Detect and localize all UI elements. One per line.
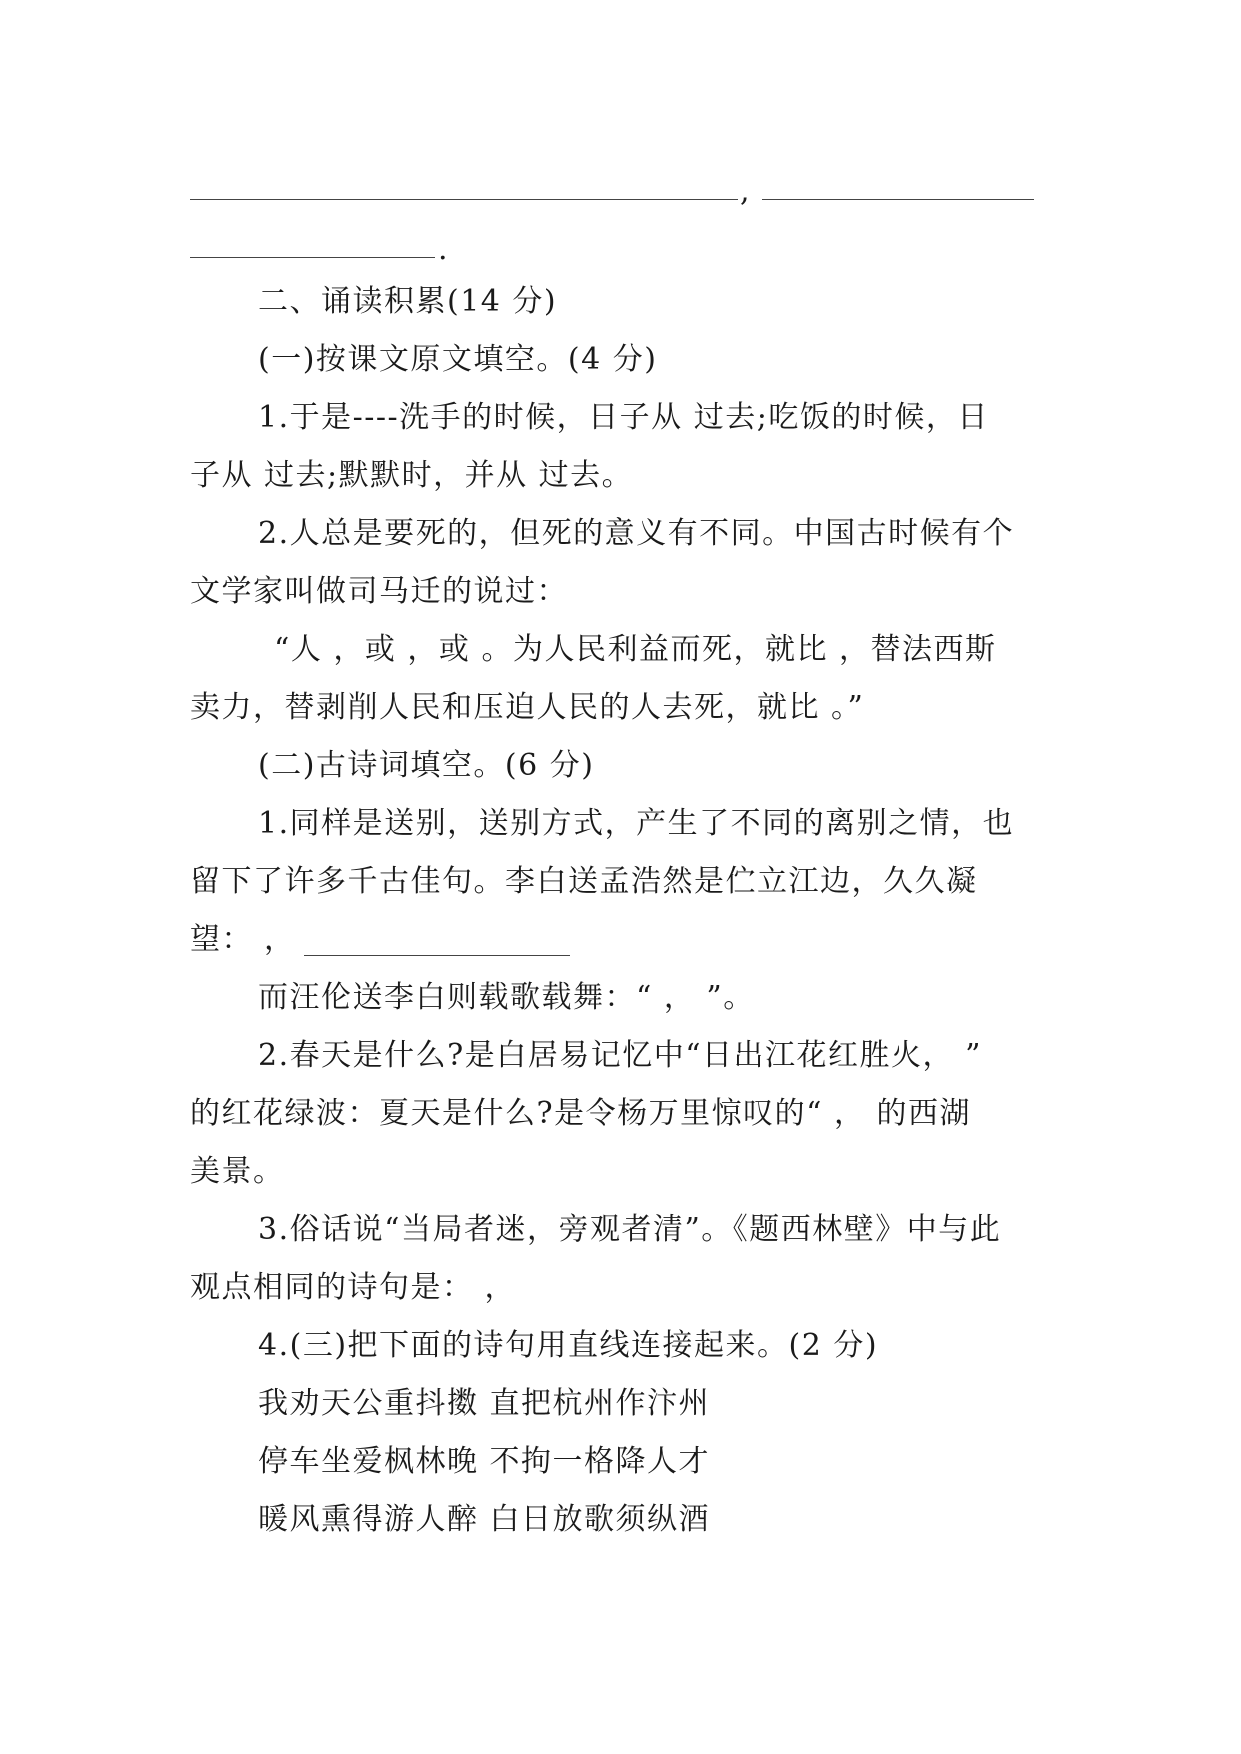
q2-line1: 2.人总是要死的，但死的意义有不同。中国古时候有个 <box>258 516 1015 551</box>
p2-q2-line3: 美景。 <box>190 1154 285 1189</box>
part1-heading: (一)按课文原文填空。(4 分) <box>258 342 658 377</box>
blank-comma: , <box>740 174 752 209</box>
p2-q2-line2: 的红花绿波：夏天是什么?是令杨万里惊叹的“ ， 的西湖 <box>190 1096 971 1131</box>
p2-q3-line2: 观点相同的诗句是： ， <box>190 1270 517 1305</box>
p2-q1-line4: 而汪伦送李白则载歌载舞：“ ， ”。 <box>258 980 755 1015</box>
q2-quote-line2: 卖力，替剥削人民和压迫人民的人去死，就比 。” <box>190 690 865 725</box>
answer-blank-line-1b <box>762 199 1034 200</box>
answer-blank-line-1a <box>190 199 738 200</box>
p2-q2-line1: 2.春天是什么?是白居易记忆中“日出江花红胜火， ” <box>258 1038 982 1073</box>
p2-q1-line2: 留下了许多千古佳句。李白送孟浩然是伫立江边，久久凝 <box>190 864 978 899</box>
match-row: 我劝天公重抖擞 直把杭州作汴州 <box>258 1386 711 1421</box>
q1-line2: 子从 过去;默默时，并从 过去。 <box>190 458 634 493</box>
match-row: 暖风熏得游人醉 白日放歌须纵酒 <box>258 1502 711 1537</box>
p2-q1-line1: 1.同样是送别，送别方式，产生了不同的离别之情，也 <box>258 806 1015 841</box>
q2-quote-line1: “人 ，或 ，或 。为人民利益而死，就比 ，替法西斯 <box>274 632 997 667</box>
match-row: 停车坐爱枫林晚 不拘一格降人才 <box>258 1444 711 1479</box>
p2-q3-line1: 3.俗话说“当局者迷，旁观者清”。《题西林壁》中与此 <box>258 1212 1002 1247</box>
answer-blank-line-2 <box>190 257 435 258</box>
p2-q1-line3: 望： ， <box>190 922 296 957</box>
q1-line1: 1.于是----洗手的时候，日子从 过去;吃饭的时候，日 <box>258 400 989 435</box>
answer-blank-line-3 <box>304 955 570 956</box>
blank-period: . <box>438 232 450 267</box>
q2-line2: 文学家叫做司马迁的说过： <box>190 574 568 609</box>
part2-heading: (二)古诗词填空。(6 分) <box>258 748 595 783</box>
p2-q4-heading: 4.(三)把下面的诗句用直线连接起来。(2 分) <box>258 1328 879 1363</box>
section-heading: 二、诵读积累(14 分) <box>258 284 558 319</box>
